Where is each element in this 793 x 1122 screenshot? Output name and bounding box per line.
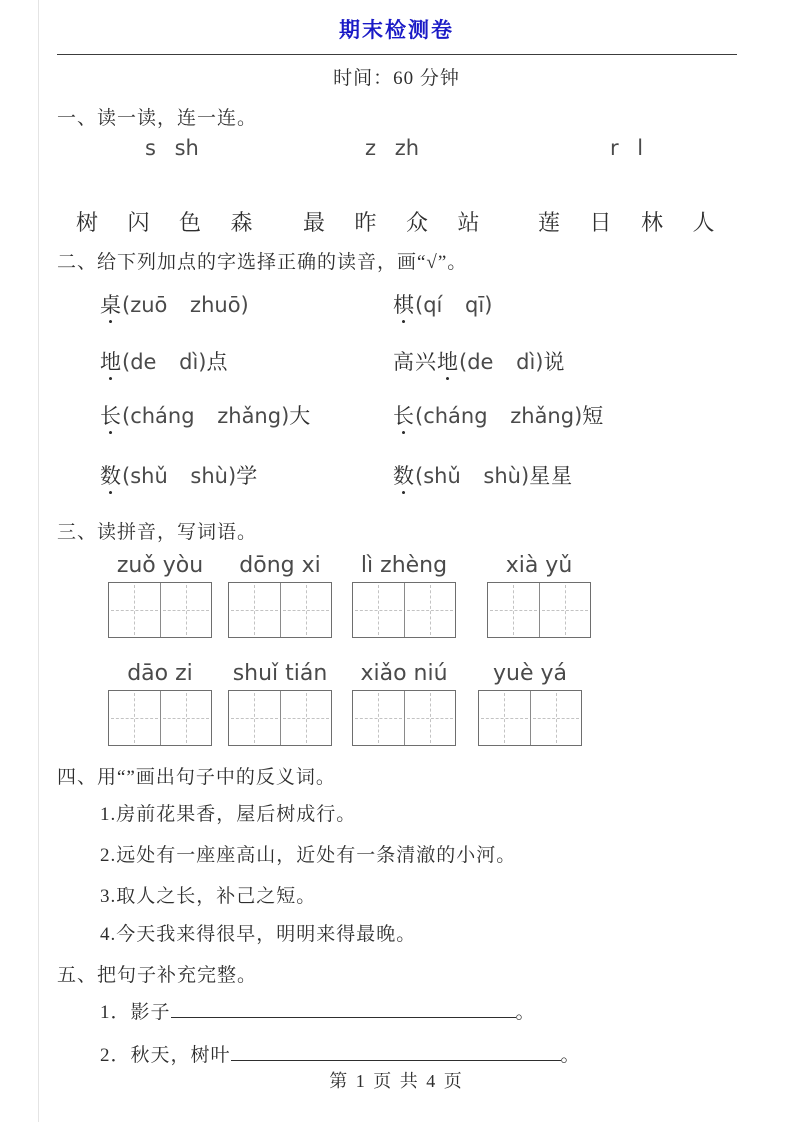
- grid-cell: [353, 691, 404, 745]
- item-tail-text: 。: [515, 1002, 536, 1023]
- phonetic-choice-row: [0, 348, 793, 382]
- phonetic-item: [100, 462, 258, 490]
- section-3-heading: 三、读拼音，写词语。: [57, 522, 258, 543]
- character-group: 莲 日 林 人: [538, 210, 715, 235]
- phonetic-item: [100, 291, 249, 319]
- dotted-character: 数: [393, 464, 415, 488]
- phonetic-item: [393, 462, 573, 490]
- prefix-characters: 高兴: [393, 350, 437, 374]
- pinyin-label: zuǒ yòu: [116, 553, 204, 578]
- pinyin-word-unit: [352, 552, 456, 638]
- writing-grid: [108, 582, 212, 638]
- grid-cell: [404, 691, 456, 745]
- fill-blank-item: [100, 997, 536, 1024]
- item-lead-text: 影子: [130, 1002, 171, 1023]
- character-group: 树 闪 色 森: [76, 210, 253, 235]
- phonetic-choice-row: [0, 402, 793, 436]
- pinyin-options: (shǔ shù): [415, 464, 530, 488]
- initial-pair: s sh: [145, 136, 199, 160]
- section-2-heading: 二、给下列加点的字选择正确的读音，画“√”。: [57, 252, 468, 273]
- item-number: 2．: [100, 1045, 131, 1066]
- pinyin-options: (zuō zhuō): [122, 293, 249, 317]
- answer-blank: [231, 1040, 561, 1061]
- pinyin-word-unit: [352, 660, 456, 746]
- phonetic-item: [393, 291, 492, 319]
- page-footer: 第 1 页 共 4 页: [329, 1071, 464, 1091]
- dotted-character: 地: [437, 350, 459, 374]
- pinyin-label: dōng xi: [239, 553, 321, 578]
- pinyin-word-unit: [487, 552, 591, 638]
- grid-cell: [229, 583, 280, 637]
- writing-grid: [352, 690, 456, 746]
- item-tail-text: 。: [560, 1045, 581, 1066]
- grid-cell: [280, 691, 332, 745]
- sentence-item: 3.取人之长，补己之短。: [100, 886, 317, 907]
- suffix-characters: 说: [543, 350, 566, 374]
- pinyin-label: dāo zi: [127, 661, 193, 686]
- section-1-heading: 一、读一读，连一连。: [57, 108, 258, 129]
- section-5-heading: 五、把句子补充完整。: [57, 965, 258, 986]
- pinyin-label: shuǐ tián: [232, 661, 328, 686]
- initial-pair: z zh: [365, 136, 420, 160]
- suffix-characters: 星星: [529, 464, 574, 488]
- initial-pair: r l: [610, 136, 644, 160]
- writing-grid: [108, 690, 212, 746]
- grid-cell: [488, 583, 539, 637]
- writing-grid: [487, 582, 591, 638]
- grid-cell: [479, 691, 530, 745]
- phonetic-item: [393, 402, 604, 430]
- section-4-heading: 四、用“”画出句子中的反义词。: [57, 767, 336, 788]
- writing-grid: [228, 582, 332, 638]
- grid-cell: [109, 691, 160, 745]
- sentence-item: 4.今天我来得很早，明明来得最晚。: [100, 924, 417, 945]
- time-limit: 时间：60 分钟: [333, 68, 460, 89]
- header-rule: [57, 54, 737, 55]
- fill-blank-item: [100, 1040, 581, 1067]
- dotted-character: 桌: [100, 293, 122, 317]
- grid-cell: [404, 583, 456, 637]
- dotted-character: 长: [393, 404, 415, 428]
- dotted-character: 地: [100, 350, 122, 374]
- phonetic-item: [100, 402, 311, 430]
- phonetic-choice-row: [0, 291, 793, 325]
- phonetic-choice-row: [0, 462, 793, 496]
- grid-cell: [280, 583, 332, 637]
- item-lead-text: 秋天，树叶: [130, 1045, 231, 1066]
- answer-blank: [171, 997, 516, 1018]
- grid-cell: [353, 583, 404, 637]
- writing-grid: [228, 690, 332, 746]
- dotted-character: 数: [100, 464, 122, 488]
- grid-cell: [229, 691, 280, 745]
- writing-grid: [352, 582, 456, 638]
- grid-cell: [160, 583, 212, 637]
- pinyin-word-unit: [228, 552, 332, 638]
- dotted-character: 棋: [393, 293, 415, 317]
- grid-cell: [530, 691, 582, 745]
- pinyin-options: (cháng zhǎng): [122, 404, 290, 428]
- grid-cell: [160, 691, 212, 745]
- exam-title: 期末检测卷: [339, 18, 454, 42]
- suffix-characters: 短: [582, 404, 605, 428]
- phonetic-item: [100, 348, 228, 376]
- pinyin-options: (shǔ shù): [122, 464, 237, 488]
- pinyin-options: (de dì): [122, 350, 207, 374]
- pinyin-options: (cháng zhǎng): [415, 404, 583, 428]
- pinyin-label: yuè yá: [493, 661, 567, 686]
- suffix-characters: 点: [206, 350, 229, 374]
- scan-edge-line: [38, 0, 39, 1122]
- grid-cell: [539, 583, 591, 637]
- pinyin-label: xià yǔ: [505, 553, 573, 578]
- pinyin-label: lì zhèng: [360, 553, 448, 578]
- dotted-character: 长: [100, 404, 122, 428]
- initials-row: [0, 136, 793, 164]
- item-number: 1．: [100, 1002, 131, 1023]
- sentence-item: 2.远处有一座座高山，近处有一条清澈的小河。: [100, 845, 517, 866]
- characters-row: [0, 206, 793, 236]
- pinyin-options: (de dì): [459, 350, 544, 374]
- pinyin-word-unit: [108, 660, 212, 746]
- pinyin-options: (qí qī): [415, 293, 493, 317]
- writing-grid: [478, 690, 582, 746]
- sentence-item: 1.房前花果香，屋后树成行。: [100, 804, 357, 825]
- character-group: 最 昨 众 站: [303, 210, 480, 235]
- pinyin-word-unit: [478, 660, 582, 746]
- pinyin-label: xiǎo niú: [360, 661, 448, 686]
- pinyin-word-unit: [228, 660, 332, 746]
- grid-cell: [109, 583, 160, 637]
- suffix-characters: 学: [236, 464, 259, 488]
- phonetic-item: [393, 348, 565, 376]
- suffix-characters: 大: [289, 404, 312, 428]
- pinyin-word-unit: [108, 552, 212, 638]
